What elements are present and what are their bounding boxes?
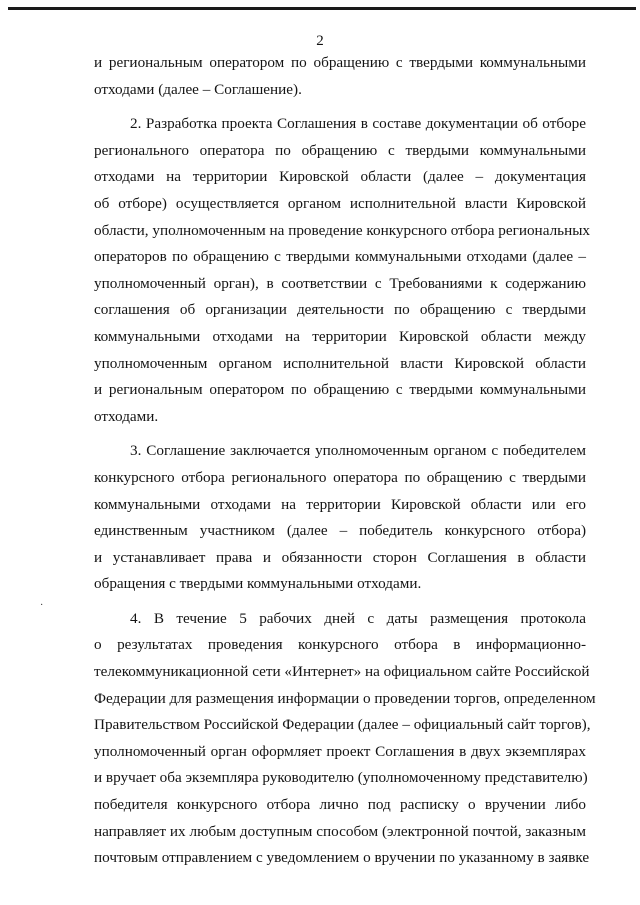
page-number: 2	[316, 33, 324, 49]
text-line: телекоммуникационной сети «Интернет» на официальном сайте Российской	[94, 663, 590, 681]
text-line: победителя конкурсного отбора лично под расписку о вручении либо	[94, 796, 586, 814]
text-line: соглашения об организации деятельности по обращению с твердыми	[94, 301, 586, 319]
text-line: отходами.	[94, 407, 159, 425]
text-line: отходами на территории Кировской области (далее – документация	[94, 168, 586, 186]
text-line: о результатах проведения конкурсного отбора в информационно-	[94, 636, 586, 654]
paragraph-intro	[94, 50, 586, 103]
text-line: Федерации для размещения информации о проведении торгов, определенном	[94, 689, 596, 707]
text-line: области, уполномоченным на проведение конкурсного отбора региональных	[94, 221, 590, 239]
text-line: и устанавливает права и обязанности сторон Соглашения в области	[94, 548, 586, 566]
text-line: Правительством Российской Федерации (далее – официальный сайт торгов),	[94, 716, 591, 734]
text-line: 2. Разработка проекта Соглашения в составе документации об отборе	[130, 115, 586, 133]
paragraph-3	[94, 438, 586, 598]
text-line: коммунальными отходами на территории Кировской области между	[94, 327, 586, 345]
text-line: конкурсного отбора регионального оператора по обращению с твердыми	[94, 468, 586, 486]
text-line: уполномоченным органом исполнительной власти Кировской области	[94, 354, 586, 372]
text-line: уполномоченный орган оформляет проект Соглашения в двух экземплярах	[94, 742, 586, 760]
text-line: обращения с твердыми коммунальными отходами.	[94, 575, 422, 593]
text-line: уполномоченный орган), в соответствии с Требованиями к содержанию	[94, 274, 586, 292]
document-body	[94, 50, 596, 872]
text-line: об отборе) осуществляется органом исполнительной власти Кировской	[94, 194, 586, 212]
text-line: 3. Соглашение заключается уполномоченным органом с победителем	[130, 442, 586, 460]
text-line: и вручает оба экземпляра руководителю (уполномоченному представителю)	[94, 769, 588, 787]
text-line: и региональным оператором по обращению с твердыми коммунальными	[94, 381, 586, 399]
text-line: почтовым отправлением с уведомлением о вручении по указанному в заявке	[94, 849, 590, 867]
text-line: и региональным оператором по обращению с твердыми коммунальными	[94, 54, 586, 71]
text-line: отходами (далее – Соглашение).	[94, 80, 302, 98]
text-line: регионального оператора по обращению с твердыми коммунальными	[94, 141, 586, 159]
text-line: направляет их любым доступным способом (электронной почтой, заказным	[94, 822, 586, 840]
paragraph-4	[94, 606, 596, 872]
paragraph-2	[94, 111, 590, 430]
text-line: операторов по обращению с твердыми коммунальными отходами (далее –	[94, 248, 586, 266]
text-line: коммунальными отходами на территории Кировской области или его	[94, 495, 586, 513]
text-line: 4. В течение 5 рабочих дней с даты размещения протокола	[130, 609, 586, 627]
text-line: единственным участником (далее – победитель конкурсного отбора)	[94, 522, 586, 540]
top-border-line	[8, 7, 636, 10]
scan-artifact-mark: ·	[40, 600, 44, 611]
